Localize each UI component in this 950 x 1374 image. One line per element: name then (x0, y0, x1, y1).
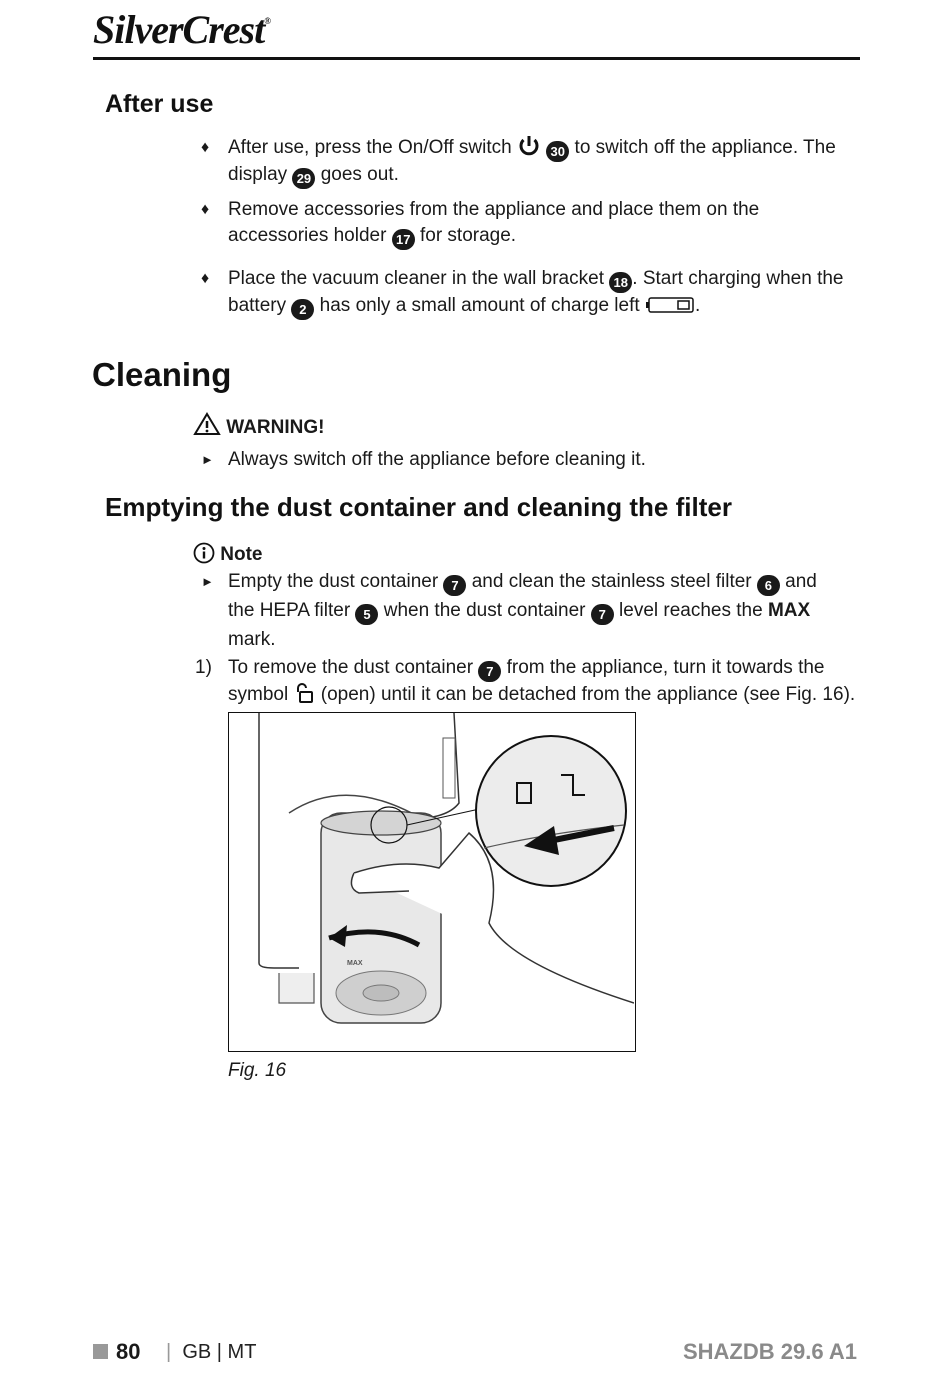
diamond-bullet-icon: ♦ (201, 139, 210, 156)
ref-number: 18 (609, 272, 632, 293)
header-rule (93, 57, 860, 60)
arrow-bullet-icon: ► (201, 574, 214, 589)
note-heading: Note (193, 542, 263, 566)
section-title-after-use: After use (105, 90, 214, 118)
info-icon (193, 542, 215, 564)
list-item: ♦ Remove accessories from the appliance and place them on the accessories holder 17 for storage. (228, 197, 853, 250)
brand-logo: SilverCrest® (93, 7, 270, 52)
ref-number: 5 (355, 604, 378, 625)
section-title-emptying: Emptying the dust container and cleaning the filter (105, 492, 732, 522)
list-item: ♦ Place the vacuum cleaner in the wall bracket 18 . Start charging when the battery 2 has only a small amount of charge left . (228, 266, 848, 320)
diamond-bullet-icon: ♦ (201, 270, 210, 287)
ref-number: 30 (546, 141, 569, 162)
arrow-bullet-icon: ► (201, 452, 214, 467)
page-marker (93, 1344, 108, 1359)
ref-number: 29 (292, 168, 315, 189)
max-mark-label: MAX (347, 960, 363, 967)
open-lock-icon (293, 682, 315, 704)
figure-caption: Fig. 16 (228, 1060, 287, 1081)
model-number: SHAZDB 29.6 A1 (682, 1339, 857, 1364)
ref-number: 7 (443, 575, 466, 596)
ref-number: 7 (478, 661, 501, 682)
list-item: ♦ After use, press the On/Off switch 30 to switch off the appliance. The display 29 goes out. (228, 135, 848, 189)
ref-number: 17 (392, 229, 415, 250)
ref-number: 6 (757, 575, 780, 596)
page-number: 80 (116, 1339, 141, 1364)
numbered-step: 1) To remove the dust container 7 from the appliance, turn it towards the symbol (open) until it can be detached from the appliance (see Fig. 16). (195, 657, 856, 705)
power-icon (517, 135, 541, 157)
figure-16-illustration (228, 712, 636, 1052)
warning-heading: WARNING! (193, 412, 324, 439)
list-item: ► Empty the dust container 7 and clean the stainless steel filter 6 and the HEPA filter 5 when the dust container 7 level reaches the MAX mark. (228, 567, 848, 654)
diamond-bullet-icon: ♦ (201, 201, 210, 218)
battery-low-icon (645, 296, 695, 314)
ref-number: 7 (591, 604, 614, 625)
vacuum-removal-drawing (229, 713, 634, 1050)
language-codes: | GB | MT (166, 1341, 257, 1363)
section-title-cleaning: Cleaning (92, 356, 232, 393)
ref-number: 2 (291, 299, 314, 320)
list-item: ► Always switch off the appliance before cleaning it. (228, 447, 848, 473)
warning-triangle-icon (193, 412, 221, 436)
